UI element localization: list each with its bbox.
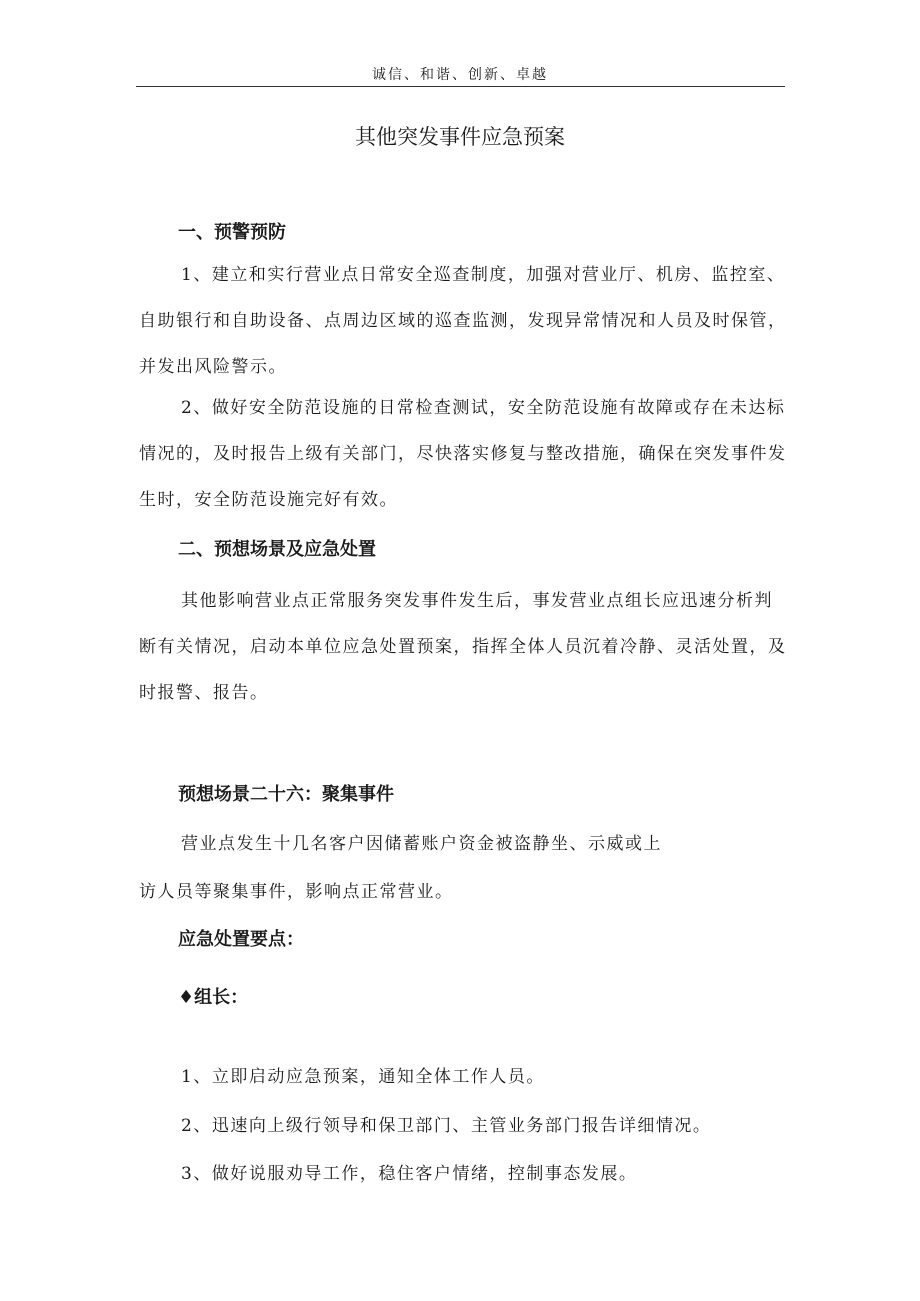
scenario-description-line-2: 访人员等聚集事件，影响点正常营业。 [139, 882, 454, 902]
scenario-description-line-1: 营业点发生十几名客户因储蓄账户资金被盗静坐、示威或上 [181, 834, 662, 854]
paragraph-item-1: 1、建立和实行营业点日常安全巡查制度，加强对营业厅、机房、监控室、自助银行和自助设备、点周边区域的巡查监测，发现异常情况和人员及时保管，并发出风险警示。 [139, 265, 787, 377]
section-heading-early-warning: 一、预警预防 [178, 222, 286, 243]
step-item: 1、立即启动应急预案，通知全体工作人员。 [181, 1067, 545, 1087]
document-title: 其他突发事件应急预案 [355, 125, 565, 149]
step-item: 3、做好说服劝导工作，稳住客户情绪，控制事态发展。 [181, 1164, 638, 1184]
step-item: 2、迅速向上级行领导和保卫部门、主管业务部门报告详细情况。 [181, 1116, 712, 1136]
scenario-heading: 预想场景二十六：聚集事件 [178, 784, 394, 805]
key-points-heading: 应急处置要点： [178, 929, 304, 950]
header-divider [136, 86, 785, 87]
section-heading-scenarios: 二、预想场景及应急处置 [178, 539, 376, 560]
header-motto: 诚信、和谐、创新、卓越 [372, 67, 548, 83]
paragraph-item-2: 2、做好安全防范设施的日常检查测试，安全防范设施有故障或存在未达标情况的，及时报告上级有关部门，尽快落实修复与整改措施，确保在突发事件发生时，安全防范设施完好有效。 [139, 398, 787, 510]
paragraph-section2-intro: 其他影响营业点正常服务突发事件发生后，事发营业点组长应迅速分析判断有关情况，启动本单位应急处置预案，指挥全体人员沉着冷静、灵活处置，及时报警、报告。 [139, 591, 787, 703]
role-heading-team-leader: ♦组长： [178, 987, 249, 1008]
